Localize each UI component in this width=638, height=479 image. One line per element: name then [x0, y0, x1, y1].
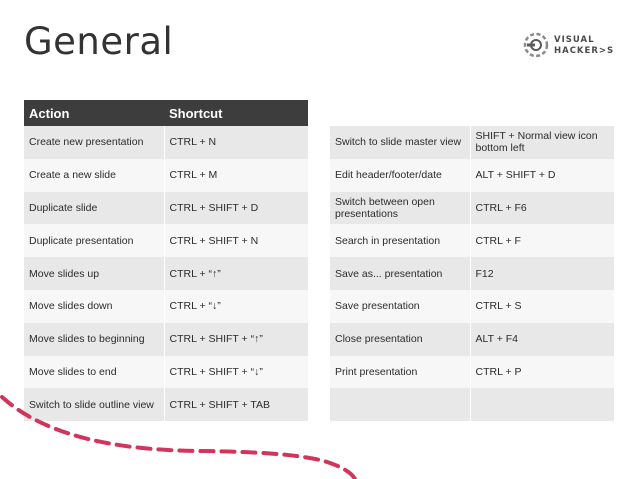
table-row: [24, 290, 308, 323]
shortcut-cell: CTRL + “↑”: [164, 257, 308, 290]
shortcut-cell: CTRL + M: [164, 159, 308, 192]
table-row: [330, 224, 614, 257]
shortcut-cell: SHIFT + Normal view icon bottom left: [470, 126, 614, 159]
action-cell: Edit header/footer/date: [335, 169, 442, 182]
shortcut-cell: CTRL + N: [164, 126, 308, 159]
shortcut-cell: CTRL + SHIFT + “↓”: [164, 356, 308, 389]
table-row: [24, 126, 308, 159]
action-cell: Move slides up: [29, 267, 100, 280]
action-cell: Create new presentation: [29, 136, 144, 149]
logo-mark-icon: [522, 31, 550, 59]
shortcut-cell: CTRL + F: [470, 224, 614, 257]
shortcut-cell: ALT + SHIFT + D: [470, 159, 614, 192]
shortcut-cell: F12: [470, 257, 614, 290]
action-cell: Print presentation: [335, 365, 418, 378]
table-row: [24, 192, 308, 225]
action-cell: Switch to slide master view: [335, 136, 462, 149]
logo-line2: HACKER>S: [554, 46, 615, 56]
shortcut-cell: CTRL + SHIFT + TAB: [164, 388, 308, 421]
shortcut-table-left: [24, 100, 308, 421]
action-cell: Duplicate presentation: [29, 234, 134, 247]
shortcut-cell: CTRL + F6: [470, 192, 614, 225]
table-row: [330, 159, 614, 192]
visual-hackers-logo: [522, 31, 622, 61]
column-header-shortcut: Shortcut: [169, 105, 223, 121]
page-title: General: [24, 20, 174, 63]
table-row: [24, 159, 308, 192]
shortcut-table-right: [330, 126, 614, 421]
table-row: [330, 126, 614, 159]
table-row: [24, 356, 308, 389]
shortcut-cell: ALT + F4: [470, 323, 614, 356]
action-cell: Save as... presentation: [335, 267, 443, 280]
shortcut-cell: CTRL + S: [470, 290, 614, 323]
action-cell: Switch between open presentations: [335, 195, 435, 220]
table-row: [24, 224, 308, 257]
shortcut-cell: CTRL + P: [470, 356, 614, 389]
action-cell: Create a new slide: [29, 169, 116, 182]
action-cell: Move slides down: [29, 300, 113, 313]
column-header-action: Action: [29, 105, 70, 121]
logo-line1: VISUAL: [554, 35, 595, 45]
dashed-curve-decoration: [0, 395, 638, 479]
table-row: [330, 192, 614, 225]
table-row: [330, 356, 614, 389]
action-cell: Move slides to beginning: [29, 333, 145, 346]
action-cell: Search in presentation: [335, 234, 441, 247]
action-cell: Close presentation: [335, 333, 423, 346]
action-cell: Duplicate slide: [29, 201, 98, 214]
action-cell: Save presentation: [335, 300, 420, 313]
action-cell: Switch to slide outline view: [29, 398, 154, 411]
table-row: [24, 257, 308, 290]
table-header-row: [24, 100, 308, 126]
table-row: [330, 323, 614, 356]
shortcut-cell: CTRL + “↓”: [164, 290, 308, 323]
shortcut-cell: CTRL + SHIFT + N: [164, 224, 308, 257]
action-cell: Move slides to end: [29, 365, 117, 378]
table-row: [24, 323, 308, 356]
shortcut-cell: CTRL + SHIFT + “↑”: [164, 323, 308, 356]
table-row: [330, 257, 614, 290]
shortcut-cell: CTRL + SHIFT + D: [164, 192, 308, 225]
table-row: [330, 290, 614, 323]
